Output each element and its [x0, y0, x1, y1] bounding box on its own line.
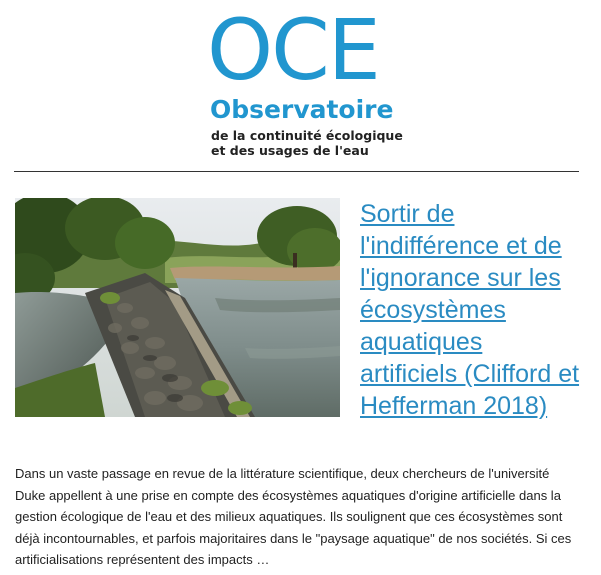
oce-logo[interactable] — [0, 0, 601, 165]
article-title-link[interactable]: Sortir de l'indifférence et de l'ignorance sur les écosystèmes aquatiques artificiels (Clifford et Hefferman 2018) — [360, 200, 580, 420]
article-title[interactable] — [15, 198, 580, 422]
logo-tagline-line2: et des usages de l'eau — [211, 143, 369, 158]
article-excerpt: Dans un vaste passage en revue de la littérature scientifique, deux chercheurs de l'université Duke appellent à une prise en compte des écosystèmes aquatiques d'origine artificielle dans la gestion écologique de l'eau et des milieux aquatiques. Ils soulignent que ces écosystèmes sont déjà incontournables, et parfois majoritaires dans le "paysage aquatique" de nos sociétés. Si ces artificialisations représentent des impacts … — [15, 466, 572, 567]
title-image-spacer — [15, 198, 360, 420]
logo-acronym: OCE — [207, 1, 379, 99]
logo-name: Observatoire — [210, 95, 394, 124]
logo-tagline — [211, 128, 403, 158]
logo-tagline-line1: de la continuité écologique — [211, 128, 403, 143]
header-divider — [14, 171, 579, 172]
